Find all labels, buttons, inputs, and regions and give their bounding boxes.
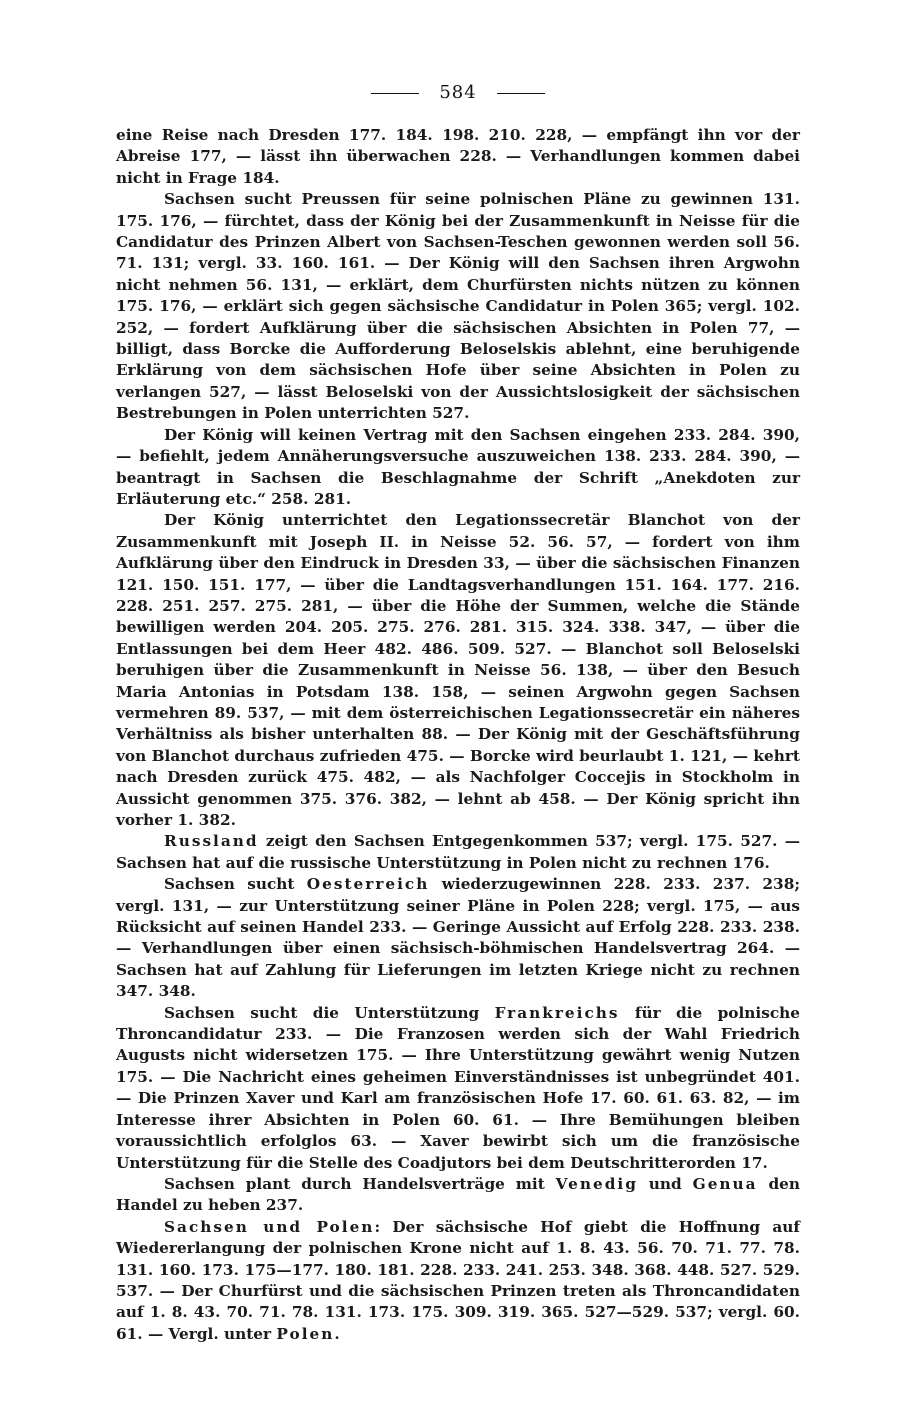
paragraph-text: Sachsen sucht bbox=[164, 875, 307, 894]
spaced-keyword: Russland bbox=[164, 832, 259, 851]
index-paragraph: eine Reise nach Dresden 177. 184. 198. 210. 228, — empfängt ihn vor der Abreise 177, — lässt ihn überwachen 228. — Verhandlungen kommen dabei nicht in Frage 184. bbox=[116, 126, 800, 187]
spaced-keyword: Oesterreich bbox=[306, 875, 430, 894]
header-rule-left bbox=[371, 93, 419, 94]
paragraph-text: Sachsen plant durch Handelsverträge mit bbox=[164, 1174, 556, 1193]
spaced-keyword: Frankreichs bbox=[494, 1003, 620, 1022]
paragraph-text: zeigt den Sachsen Entgegenkommen 537; vergl. 175. 527. — Sachsen hat auf die russische Unterstützung in Polen nicht zu rechnen 176. bbox=[116, 832, 800, 872]
paragraph-text: . bbox=[334, 1324, 340, 1343]
page-number: 584 bbox=[439, 82, 477, 103]
page-header bbox=[116, 82, 800, 103]
index-paragraph: Der König will keinen Vertrag mit den Sachsen eingehen 233. 284. 390, — befiehlt, jedem Annäherungsversuche auszuweichen 138. 233. 284. 390, — beantragt in Sachsen die Beschlagnahme der Schrift „Anekdoten zur Erläuterung etc.“ 258. 281. bbox=[116, 425, 800, 508]
spaced-keyword: Genua bbox=[692, 1174, 758, 1193]
spaced-keyword: Venedig bbox=[555, 1174, 638, 1193]
paragraph-text: und bbox=[637, 1174, 693, 1193]
paragraph-text: den Handel zu heben 237. bbox=[116, 1174, 800, 1215]
spaced-keyword: Sachsen und Polen bbox=[164, 1217, 375, 1236]
index-body bbox=[116, 125, 800, 1345]
index-paragraph-oesterreich bbox=[116, 874, 800, 1002]
index-paragraph: Sachsen sucht Preussen für seine polnischen Pläne zu gewinnen 131. 175. 176, — fürchtet, dass der König bei der Zusammenkunft in Neisse für die Candidatur des Prinzen Albert von Sachsen-Teschen gewonnen werden soll 56. 71. 131; vergl. 33. 160. 161. — Der König will den Sachsen ihren Argwohn nicht nehmen 56. 131, — erklärt, dem Churfürsten nichts nützen zu können 175. 176, — erklärt sich gegen sächsische Candidatur in Polen 365; vergl. 102. 252, — fordert Aufklärung über die sächsischen Absichten in Polen 77, — billigt, dass Borcke die Aufforderung Beloselskis ablehnt, eine beruhigende Erklärung von dem sächsischen Hofe über seine Absichten in Polen zu verlangen 527, — lässt Beloselski von der Aussichtslosigkeit der sächsischen Bestrebungen in Polen unterrichten 527. bbox=[116, 190, 800, 423]
index-paragraph-frankreich bbox=[116, 1003, 800, 1174]
spaced-keyword: Polen bbox=[276, 1324, 335, 1343]
index-paragraph-russland bbox=[116, 831, 800, 874]
header-rule-right bbox=[497, 93, 545, 94]
paragraph-text: : Der sächsische Hof giebt die Hoffnung auf Wiedererlangung der polnischen Krone nicht auf 1. 8. 43. 56. 70. 71. 77. 78. 131. 160. 173. 175—177. 180. 181. 228. 233. 241. 253. 348. 368. 448. 527. 529. 537. — Der Churfürst und die sächsischen Prinzen treten als Throncandidaten auf 1. 8. 43. 70. 71. 78. 131. 173. 175. 309. 319. 365. 527—529. 537; vergl. 60. 61. — Vergl. unter bbox=[116, 1217, 800, 1343]
paragraph-text: für die polnische Throncandidatur 233. — Die Franzosen werden sich der Wahl Friedrich Augusts nicht widersetzen 175. — Ihre Unterstützung gewährt wenig Nutzen 175. — Die Nachricht eines geheimen Einverständnisses ist unbegründet 401. — Die Prinzen Xaver und Karl am französischen Hofe 17. 60. 61. 63. 82, — im Interesse ihrer Absichten in Polen 60. 61. — Ihre Bemühungen bleiben voraussichtlich erfolglos 63. — Xaver bewirbt sich um die französische Unterstützung für die Stelle des Coadjutors bei dem Deutschritterorden 17. bbox=[116, 1003, 801, 1172]
paragraph-text: wiederzugewinnen 228. 233. 237. 238; vergl. 131, — zur Unterstützung seiner Pläne in Polen 228; vergl. 175, — aus Rücksicht auf seinen Handel 233. — Geringe Aussicht auf Erfolg 228. 233. 238. — Verhandlungen über einen sächsisch-böhmischen Handelsvertrag 264. — Sachsen hat auf Zahlung für Lieferungen im letzten Kriege nicht zu rechnen 347. 348. bbox=[116, 875, 800, 1001]
index-paragraph-polen bbox=[116, 1217, 800, 1345]
index-paragraph-venedig-genua bbox=[116, 1174, 800, 1217]
paragraph-text: Sachsen sucht die Unterstützung bbox=[164, 1003, 495, 1022]
index-paragraph: Der König unterrichtet den Legationssecretär Blanchot von der Zusammenkunft mit Joseph II. in Neisse 52. 56. 57, — fordert von ihm Aufklärung über den Eindruck in Dresden 33, — über die sächsischen Finanzen 121. 150. 151. 177, — über die Landtagsverhandlungen 151. 164. 177. 216. 228. 251. 257. 275. 281, — über die Höhe der Summen, welche die Stände bewilligen werden 204. 205. 275. 276. 281. 315. 324. 338. 347, — über die Entlassungen bei dem Heer 482. 486. 509. 527. — Blanchot soll Beloselski beruhigen über die Zusammenkunft in Neisse 56. 138, — über den Besuch Maria Antonias in Potsdam 138. 158, — seinen Argwohn gegen Sachsen vermehren 89. 537, — mit dem österreichischen Legationssecretär ein näheres Verhältniss als bisher unterhalten 88. — Der König mit der Geschäftsführung von Blanchot durchaus zufrieden 475. — Borcke wird beurlaubt 1. 121, — kehrt nach Dresden zurück 475. 482, — als Nachfolger Coccejis in Stockholm in Aussicht genommen 375. 376. 382, — lehnt ab 458. — Der König spricht ihn vorher 1. 382. bbox=[116, 511, 800, 829]
